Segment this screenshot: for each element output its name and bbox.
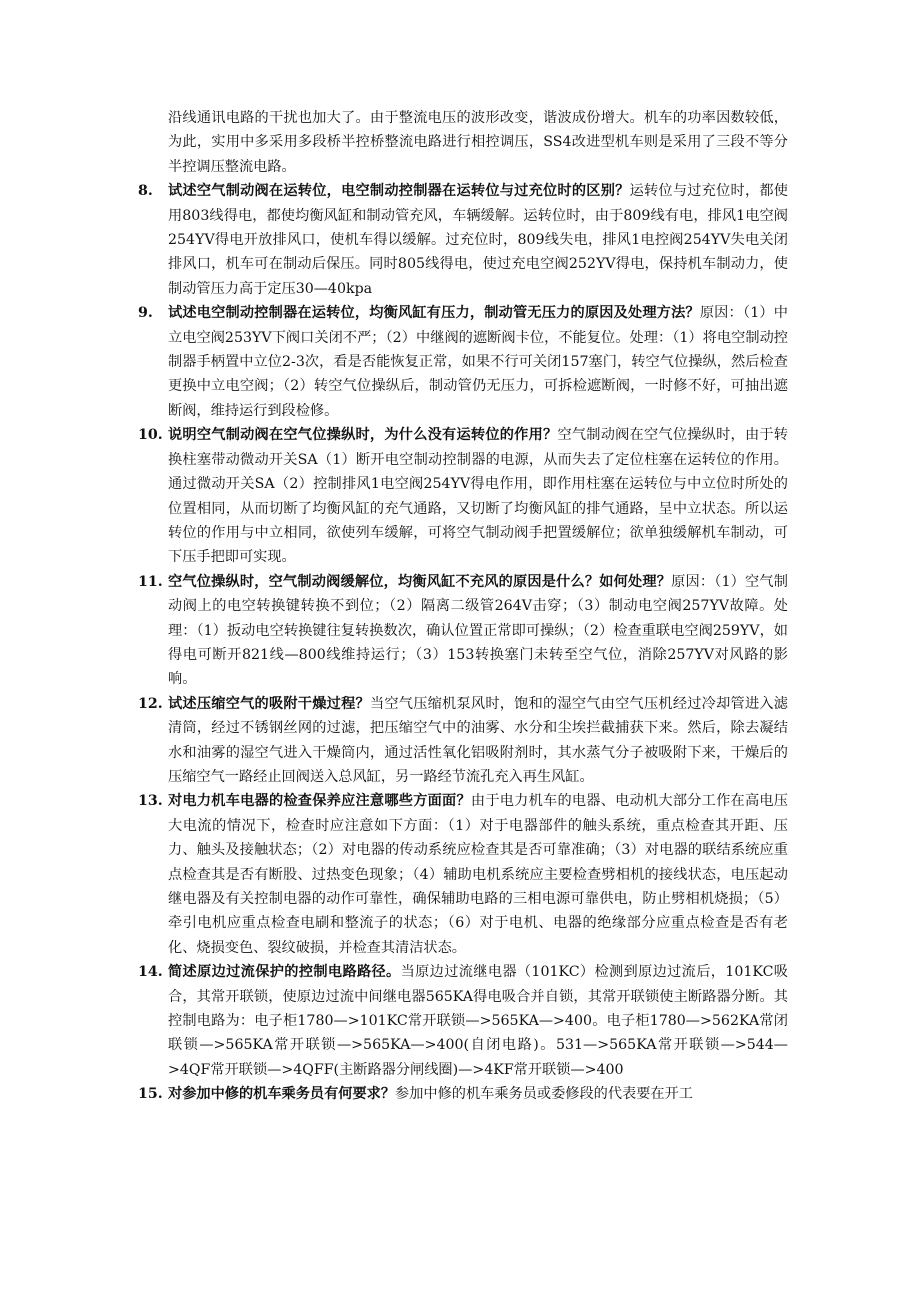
question-text: 试述压缩空气的吸附干燥过程？ (168, 695, 370, 712)
question-text: 对参加中修的机车乘务员有何要求？ (168, 1086, 396, 1103)
qa-item-8 (138, 179, 788, 301)
answer-text: 当原边过流继电器（101KC）检测到原边过流后，101KC吸合，其常开联锁，使原边过流中间继电器565KA得电吸合并自锁，其常开联锁使主断路器分断。其控制电路为：电子柜1780—>101KC常开联锁—>565KA—>400。电子柜1780—>562KA常闭联锁—>565KA常开联锁—>565KA—>400(自闭电路)。531—>565KA常开联锁—>544—>4QF常开联锁—>4QFF(主断路器分闸线圈)—>4KF常开联锁—>400 (168, 964, 788, 1078)
answer-text: 运转位与过充位时，都使用803线得电，都使均衡风缸和制动管充风，车辆缓解。运转位时，由于809线有电，排风1电空阀254YV得电开放排风口，使机车得以缓解。过充位时，809线失电，排风1电控阀254YV失电关闭排风口，机车可在制动后保压。同时805线得电，使过充电空阀252YV得电，保持机车制动力，使制动管压力高于定压30—40kpa (168, 183, 788, 297)
qa-item-14 (138, 960, 788, 1082)
item-number: 9. (138, 305, 153, 322)
continuation-paragraph: 沿线通讯电路的干扰也加大了。由于整流电压的波形改变，谐波成份增大。机车的功率因数较低，为此，实用中多采用多段桥半控桥整流电路进行相控调压，SS4改进型机车则是采用了三段不等分半控调压整流电路。 (168, 110, 788, 175)
item-number: 12. (138, 695, 163, 712)
item-number: 8. (138, 183, 153, 200)
document-body (138, 106, 788, 1107)
question-text: 试述电空制动控制器在运转位，均衡风缸有压力，制动管无压力的原因及处理方法？ (168, 305, 700, 322)
qa-item-15 (138, 1082, 788, 1106)
item-number: 11. (138, 573, 163, 590)
answer-text: 原因：（1）空气制动阀上的电空转换键转换不到位；（2）隔离二级管264V击穿；（3）制动电空阀257YV故障。处理：（1）扳动电空转换键往复转换数次，确认位置正常即可操纵；（2）检查重联电空阀259YV，如得电可断开821线—800线维持运行；（3）153转换塞门未转至空气位，消除257YV对风路的影响。 (168, 573, 788, 688)
qa-item-12 (138, 692, 788, 790)
item-number: 14. (138, 964, 163, 981)
item-number: 13. (138, 793, 163, 810)
item-number: 10. (138, 427, 163, 444)
question-text: 对电力机车电器的检查保养应注意哪些方面面？ (168, 793, 471, 810)
answer-text: 参加中修的机车乘务员或委修段的代表要在开工 (395, 1086, 693, 1103)
answer-text: 当空气压缩机泵风时，饱和的湿空气由空气压机经过冷却管进入滤清筒，经过不锈钢丝网的过滤，把压缩空气中的油雾、水分和尘埃拦截捕获下来。然后，除去凝结水和油雾的湿空气进入干燥筒内，通过活性氧化铝吸附剂时，其水蒸气分子被吸附下来，干燥后的压缩空气一路经止回阀送入总风缸，另一路经节流孔充入再生风缸。 (168, 695, 788, 785)
item-number: 15. (138, 1086, 163, 1103)
qa-item-13 (138, 789, 788, 960)
answer-text: 原因：（1）中立电空阀253YV下阀口关闭不严；（2）中继阀的遮断阀卡位，不能复位。处理：（1）将电空制动控制器手柄置中立位2-3次，看是否能恢复正常，如果不行可关闭157塞门，转空气位操纵，然后检查更换中立电空阀；（2）转空气位操纵后，制动管仍无压力，可拆检遮断阀，一时修不好，可抽出遮断阀，维持运行到段检修。 (168, 305, 788, 419)
qa-item-10 (138, 423, 788, 569)
question-text: 空气位操纵时，空气制动阀缓解位，均衡风缸不充风的原因是什么？如何处理？ (168, 573, 672, 590)
answer-text: 空气制动阀在空气位操纵时，由于转换柱塞带动微动开关SA（1）断开电空制动控制器的电源，从而失去了定位柱塞在运转位的作用。通过微动开关SA（2）控制排风1电空阀254YV得电作用，即作用柱塞在运转位与中立位时所处的位置相同，从而切断了均衡风缸的充气通路，又切断了均衡风缸的排气通路，呈中立状态。所以运转位的作用与中立相同，欲使列车缓解，可将空气制动阀手把置缓解位；欲单独缓解机车制动，可下压手把即可实现。 (168, 427, 788, 566)
qa-item-9 (138, 301, 788, 423)
question-text: 试述空气制动阀在运转位，电空制动控制器在运转位与过充位时的区别？ (168, 183, 630, 200)
question-text: 说明空气制动阀在空气位操纵时，为什么没有运转位的作用？ (168, 427, 558, 444)
qa-item-11 (138, 570, 788, 692)
question-text: 简述原边过流保护的控制电路路径。 (168, 964, 401, 981)
answer-text: 由于电力机车的电器、电动机大部分工作在高电压大电流的情况下，检查时应注意如下方面：（1）对于电器部件的触头系统，重点检查其开距、压力、触头及接触状态；（2）对电器的传动系统应检查其是否可靠准确；（3）对电器的联结系统应重点检查其是否有断股、过热变色现象；（4）辅助电机系统应主要检查劈相机的接线状态，电压起动继电器及有关控制电器的动作可靠性，确保辅助电路的三相电源可靠供电，防止劈相机烧损；（5）牵引电机应重点检查电刷和整流子的状态；（6）对于电机、电器的绝缘部分应重点检查是否有老化、烧损变色、裂纹破损，并检查其清洁状态。 (168, 793, 788, 956)
